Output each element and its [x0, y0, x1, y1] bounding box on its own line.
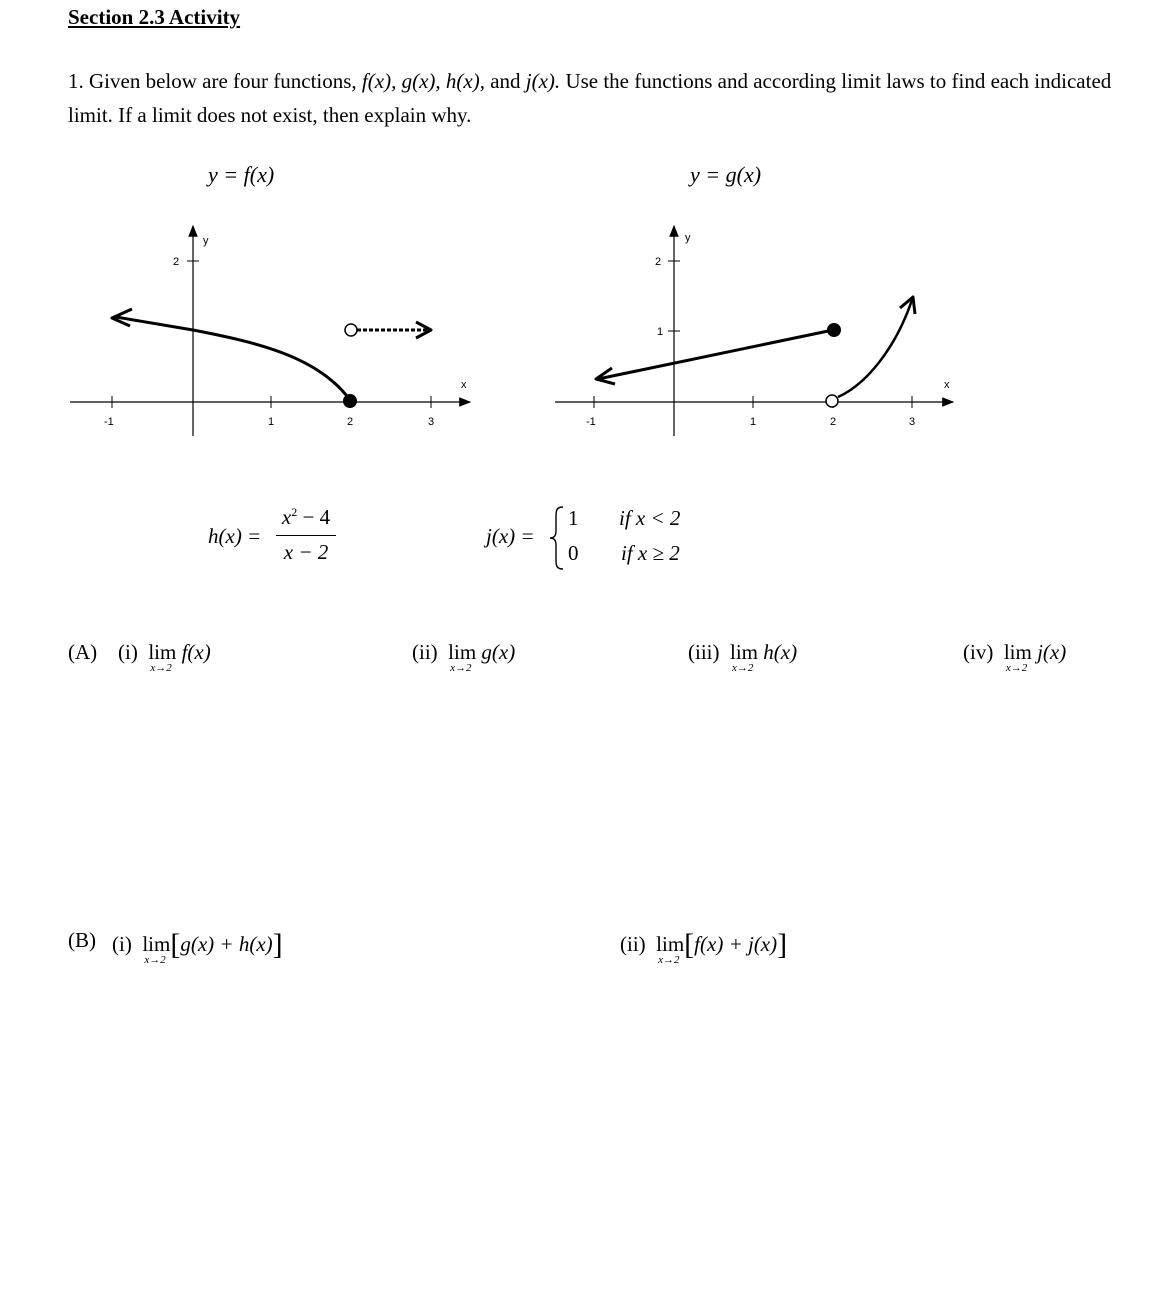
g-xtick-2: 2 — [830, 416, 837, 428]
problem-number: 1. — [68, 69, 84, 93]
h-num-base: x — [281, 505, 292, 529]
lim-word: lim — [1003, 640, 1032, 664]
h-num-exp: 2 — [291, 505, 298, 519]
g-closed-point — [827, 323, 841, 337]
g-x-label: x — [944, 379, 950, 391]
caption-f-lhs: y = — [208, 162, 244, 187]
fn-g: g(x), — [401, 69, 441, 93]
lim-subscript: x→2 — [1005, 662, 1028, 674]
f-xtick-3: 3 — [428, 416, 435, 428]
f-xtick-2: 2 — [347, 416, 354, 428]
f-closed-point — [343, 394, 357, 408]
graph-g — [550, 220, 970, 440]
lim-expr: f(x) — [181, 640, 211, 664]
f-open-point — [345, 324, 357, 336]
partA-item-iii — [688, 640, 798, 674]
partA-item-ii — [412, 640, 516, 674]
partB-label: (B) — [68, 928, 96, 952]
graph-f — [60, 220, 490, 440]
problem-text-post: Use the functions and according limit laws to find each indicated limit. If a limit does not exist, then explain why. — [68, 69, 1112, 127]
caption-g-fn: g(x) — [725, 162, 762, 187]
lim-expr: j(x) — [1037, 640, 1067, 664]
f-x-label: x — [461, 379, 467, 391]
lim-subscript: x→2 — [732, 662, 754, 674]
j-brace — [548, 505, 566, 571]
item-num: (iv) — [963, 640, 994, 664]
j-cond-2: if x ≥ 2 — [621, 541, 680, 565]
j-cond-1: if x < 2 — [619, 506, 681, 530]
partB-item-ii — [620, 928, 788, 966]
fn-h: h(x), — [445, 69, 485, 93]
g-xtick-1: 1 — [750, 416, 757, 428]
h-fraction-bar — [276, 535, 336, 536]
open-bracket: [ — [170, 928, 181, 961]
item-num: (ii) — [412, 640, 438, 664]
partA-item-iv — [963, 640, 1067, 674]
g-open-point — [826, 395, 838, 407]
problem-statement — [68, 64, 1158, 132]
g-line-left — [598, 330, 833, 379]
f-ytick-2: 2 — [173, 256, 180, 268]
item-num: (iii) — [688, 640, 720, 664]
h-lhs-text: h(x) = — [208, 524, 262, 548]
item-num: (ii) — [620, 932, 646, 956]
lim-word: lim — [730, 640, 759, 664]
g-y-label: y — [685, 232, 691, 244]
fn-j: j(x). — [525, 69, 561, 93]
h-numerator — [276, 505, 336, 530]
graph-f-caption — [208, 162, 274, 188]
f-y-label: y — [203, 235, 209, 247]
lim-expr: h(x) — [763, 640, 798, 664]
caption-f-fn: f(x) — [243, 162, 275, 187]
fn-f: f(x), — [361, 69, 397, 93]
partA-item-i — [118, 640, 211, 674]
close-bracket: ] — [272, 928, 283, 961]
item-num: (i) — [112, 932, 132, 956]
g-xtick-3: 3 — [909, 416, 916, 428]
f-xtick--1: -1 — [104, 416, 114, 428]
open-bracket: [ — [684, 928, 695, 961]
j-val-1: 1 — [568, 506, 579, 530]
f-xtick-1: 1 — [268, 416, 275, 428]
lim-word: lim — [142, 932, 171, 956]
caption-g-lhs: y = — [690, 162, 726, 187]
g-ytick-1: 1 — [657, 326, 664, 338]
partB-item-i — [112, 928, 283, 966]
lim-expr: g(x) + h(x) — [180, 932, 273, 956]
section-heading: Section 2.3 Activity — [68, 5, 241, 29]
lim-subscript: x→2 — [450, 662, 472, 674]
item-num: (i) — [118, 640, 138, 664]
lim-word: lim — [448, 640, 477, 664]
j-def-lhs — [486, 524, 535, 549]
lim-subscript: x→2 — [658, 954, 680, 966]
lim-word: lim — [656, 932, 685, 956]
h-def-lhs — [208, 524, 261, 549]
lim-word: lim — [148, 640, 177, 664]
g-curve-right — [838, 300, 912, 397]
h-denominator — [276, 540, 336, 565]
lim-subscript: x→2 — [150, 662, 172, 674]
lim-expr: f(x) + j(x) — [694, 932, 778, 956]
j-val-2: 0 — [568, 541, 579, 565]
j-lhs-text: j(x) = — [486, 524, 535, 548]
f-curve-left — [116, 317, 350, 400]
word-and: and — [490, 69, 521, 93]
h-den-text: x − 2 — [283, 540, 329, 564]
partA-label: (A) — [68, 640, 98, 664]
graph-g-caption — [690, 162, 761, 188]
lim-expr: g(x) — [481, 640, 516, 664]
close-bracket: ] — [777, 928, 788, 961]
problem-text-pre: Given below are four functions, — [89, 69, 357, 93]
h-num-rest: − 4 — [297, 505, 331, 529]
lim-subscript: x→2 — [144, 954, 166, 966]
g-xtick--1: -1 — [586, 416, 596, 428]
g-ytick-2: 2 — [655, 256, 662, 268]
